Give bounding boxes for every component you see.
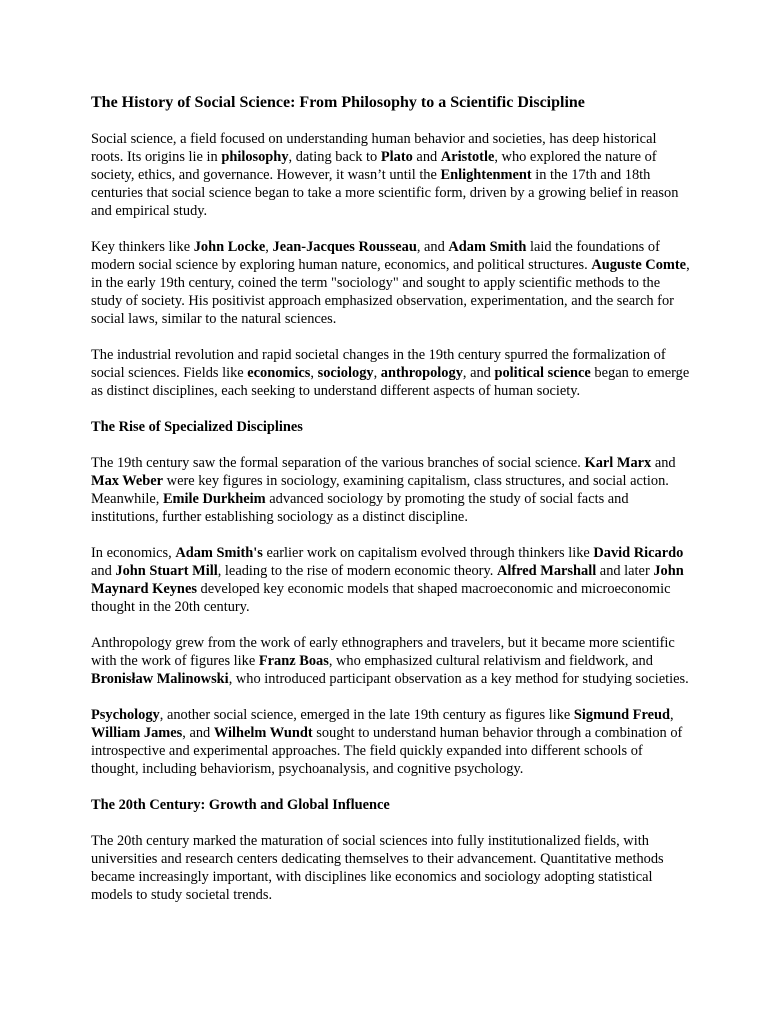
bold-term: Auguste Comte <box>591 257 687 273</box>
text-run: , who explored the nature of society, ethics, and governance. However, it wasn’t until the <box>91 149 657 183</box>
bold-term: Plato <box>380 149 413 165</box>
text-run: The 20th century marked the maturation of social sciences into fully institutionalized fields, with universities and research centers dedicating themselves to their advancement. Quantitative methods became increasingly important, with disciplines like economics and sociology adopting statistical models to study societal trends. <box>91 833 664 903</box>
text-run: Anthropology grew from the work of early ethnographers and travelers, but it became more scientific with the work of figures like <box>91 635 675 669</box>
bold-term: Bronisław Malinowski <box>91 671 229 687</box>
bold-term: Adam Smith's <box>175 545 263 561</box>
text-run: , <box>265 239 273 255</box>
bold-term: economics <box>247 365 311 381</box>
paragraph <box>91 130 691 220</box>
bold-term: Max Weber <box>91 473 164 489</box>
text-run: , who emphasized cultural relativism and fieldwork, and <box>328 653 653 669</box>
text-run: The industrial revolution and rapid societal changes in the 19th century spurred the formalization of social sciences. Fields like <box>91 347 666 381</box>
text-run: and <box>91 563 116 579</box>
bold-term: Jean-Jacques Rousseau <box>272 239 417 255</box>
bold-term: William James <box>91 725 183 741</box>
text-run: , <box>373 365 381 381</box>
text-run: , and <box>182 725 214 741</box>
bold-term: Enlightenment <box>440 167 532 183</box>
bold-term: Emile Durkheim <box>162 491 266 507</box>
bold-term: Wilhelm Wundt <box>213 725 313 741</box>
bold-term: Aristotle <box>440 149 495 165</box>
text-run: developed key economic models that shaped macroeconomic and microeconomic thought in the 20th century. <box>91 581 671 615</box>
text-run: , dating back to <box>288 149 381 165</box>
text-run: Key thinkers like <box>91 239 194 255</box>
text-run: in the 17th and 18th centuries that social science began to take a more scientific form, driven by a growing belief in reason and empirical study. <box>91 167 679 219</box>
text-run: began to emerge as distinct disciplines, each seeking to understand different aspects of human society. <box>91 365 690 399</box>
section-heading: The 20th Century: Growth and Global Influence <box>91 797 390 813</box>
text-run: , <box>310 365 318 381</box>
text-run: and later <box>596 563 654 579</box>
bold-term: Alfred Marshall <box>496 563 597 579</box>
paragraph <box>91 454 691 526</box>
paragraph <box>91 346 691 400</box>
document-title: The History of Social Science: From Philosophy to a Scientific Discipline <box>91 94 585 111</box>
bold-term: sociology <box>317 365 374 381</box>
bold-term: John Maynard Keynes <box>91 563 684 597</box>
bold-term: Karl Marx <box>584 455 652 471</box>
text-run: , <box>670 707 674 723</box>
bold-term: Sigmund Freud <box>573 707 670 723</box>
text-run: sought to understand human behavior through a combination of introspective and experimental approaches. The field quickly expanded into different schools of thought, including behaviorism, psychoanalysis, and cognitive psychology. <box>91 725 683 777</box>
text-run: The 19th century saw the formal separation of the various branches of social science. <box>91 455 585 471</box>
bold-term: anthropology <box>380 365 463 381</box>
text-run: advanced sociology by promoting the study of social facts and institutions, further establishing sociology as a distinct discipline. <box>91 491 629 525</box>
bold-term: John Locke <box>193 239 266 255</box>
text-run: In economics, <box>91 545 176 561</box>
text-run: Social science, a field focused on understanding human behavior and societies, has deep historical roots. Its origins lie in <box>91 131 657 165</box>
text-run: , leading to the rise of modern economic theory. <box>217 563 497 579</box>
paragraph <box>91 238 691 328</box>
text-run: , another social science, emerged in the late 19th century as figures like <box>159 707 574 723</box>
paragraph <box>91 634 691 688</box>
bold-term: Psychology <box>91 707 160 723</box>
text-run: , who introduced participant observation as a key method for studying societies. <box>228 671 689 687</box>
section-heading: The Rise of Specialized Disciplines <box>91 419 303 435</box>
text-run: earlier work on capitalism evolved through thinkers like <box>262 545 594 561</box>
bold-term: John Stuart Mill <box>115 563 218 579</box>
paragraph <box>91 832 691 904</box>
document-page <box>91 92 691 922</box>
bold-term: Adam Smith <box>448 239 527 255</box>
text-run: laid the foundations of modern social science by exploring human nature, economics, and political structures. <box>91 239 660 273</box>
text-run: , and <box>416 239 449 255</box>
document-body <box>91 130 691 904</box>
text-run: and <box>412 149 441 165</box>
text-run: were key figures in sociology, examining capitalism, class structures, and social action. Meanwhile, <box>91 473 669 507</box>
paragraph <box>91 706 691 778</box>
text-run: , in the early 19th century, coined the term "sociology" and sought to apply scientific methods to the study of society. His positivist approach emphasized observation, experimentation, and the search for social laws, similar to the natural sciences. <box>91 257 690 327</box>
paragraph <box>91 544 691 616</box>
bold-term: Franz Boas <box>258 653 329 669</box>
bold-term: philosophy <box>221 149 289 165</box>
text-run: , and <box>462 365 495 381</box>
bold-term: David Ricardo <box>593 545 684 561</box>
text-run: and <box>651 455 676 471</box>
bold-term: political science <box>494 365 591 381</box>
